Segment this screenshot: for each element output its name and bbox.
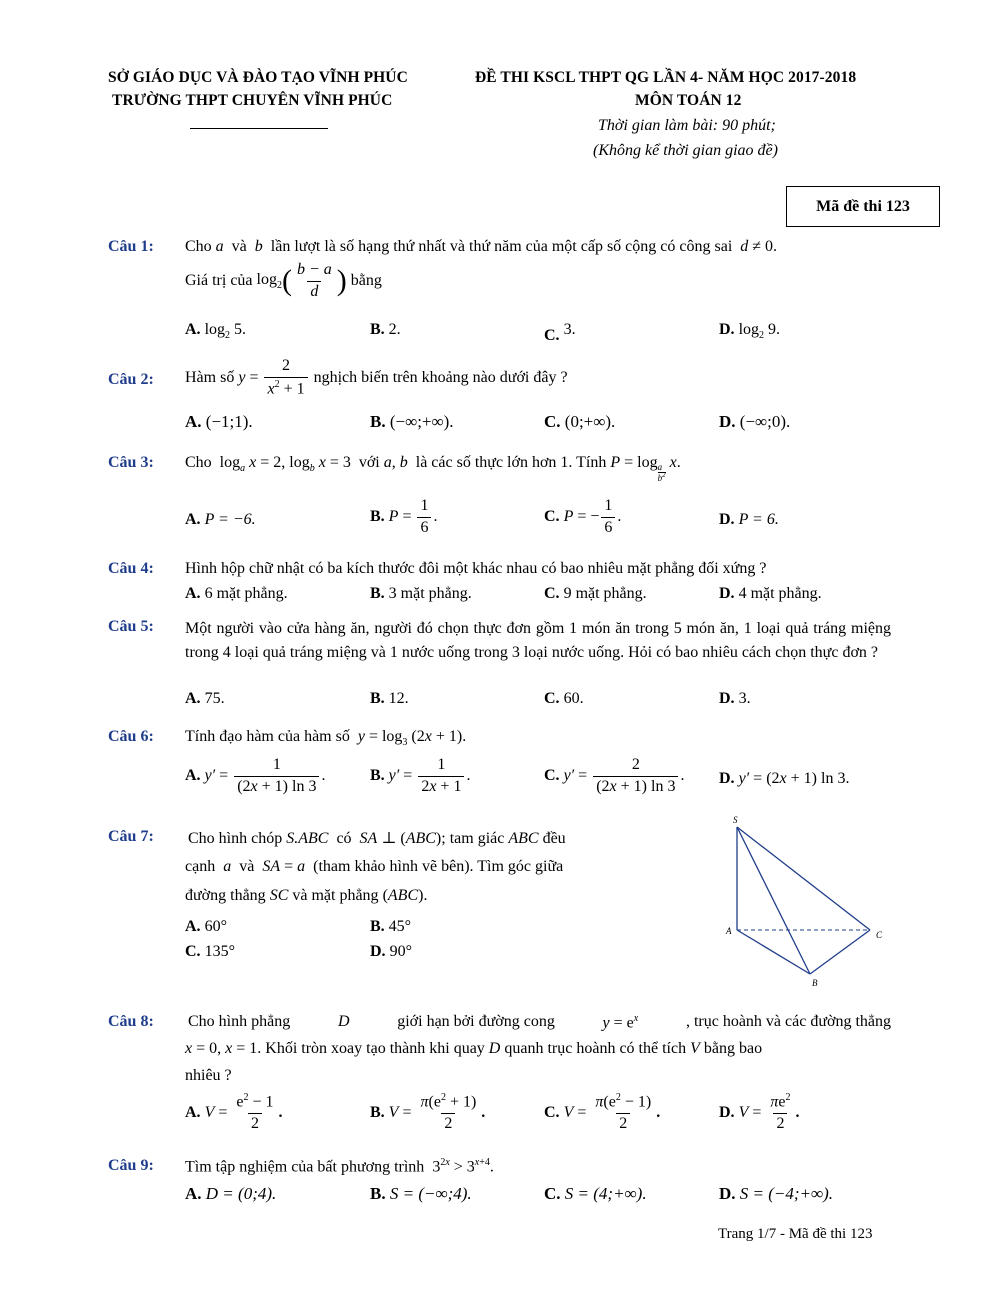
exam-code-box: Mã đề thi 123: [786, 186, 940, 227]
question-1-label: Câu 1:: [108, 238, 154, 255]
question-9-label: Câu 9:: [108, 1157, 154, 1174]
q9-option-a[interactable]: A. D = (0;4).: [185, 1184, 277, 1203]
q6-option-b[interactable]: B. y′ = $\frac{1}{2x + 1}$ .: [370, 756, 471, 795]
question-1-line2: Giá trị của $\log_2$ ( $\frac{b - a}{d}$ ) bằng: [185, 261, 382, 300]
page-footer: Trang 1/7 - Mã đề thi 123: [718, 1226, 873, 1242]
question-4-label: Câu 4:: [108, 560, 154, 577]
question-3-label: Câu 3:: [108, 454, 154, 471]
department-name: SỞ GIÁO DỤC VÀ ĐÀO TẠO VĨNH PHÚC: [108, 69, 408, 86]
q7-option-a[interactable]: A. 60°: [185, 918, 227, 935]
q5-option-b[interactable]: B. 12.: [370, 690, 409, 707]
question-7-label: Câu 7:: [108, 828, 154, 845]
question-4-stem: Hình hộp chữ nhật có ba kích thước đôi một khác nhau có bao nhiêu mặt phẳng đối xứng ?: [185, 560, 767, 577]
question-8-line3: nhiêu ?: [185, 1067, 232, 1084]
question-8-line1: Cho hình phẳng D giới hạn bởi đường cong $y = e^x$ , trục hoành và các đường thẳng: [188, 1013, 891, 1032]
question-5-stem: Một người vào cửa hàng ăn, người đó chọn thực đơn gồm 1 món ăn trong 5 món ăn, 1 loại quả tráng miệng trong 4 loại quả tráng miệng và 1 nước uống trong 3 loại nước uống. Hỏi có bao nhiêu cách chọn thực đơn ?: [185, 620, 891, 661]
q2-option-d[interactable]: D. (−∞;0).: [719, 412, 791, 431]
q5-option-c[interactable]: C. 60.: [544, 690, 584, 707]
q2-option-b[interactable]: B. (−∞;+∞).: [370, 412, 454, 431]
question-6-stem: Tính đạo hàm của hàm số $y = \log_3 (2x + 1)$.: [185, 728, 467, 749]
question-7-line2: cạnh a và SA = a (tham khảo hình vẽ bên). Tìm góc giữa: [185, 858, 564, 875]
q1-option-b[interactable]: B. 2.: [370, 321, 401, 338]
q8-option-c[interactable]: C. V = $\frac{\pi(e^2 - 1)}{2}$ .: [544, 1092, 661, 1133]
q1-option-c[interactable]: C. 3.: [544, 321, 576, 344]
question-8-line2: x = 0, x = 1. Khối tròn xoay tạo thành khi quay D quanh trục hoành có thể tích V bằng bao: [185, 1040, 763, 1057]
q6-option-c[interactable]: C. y′ = $\frac{2}{(2x + 1) \ln 3}$ .: [544, 756, 685, 795]
q6-option-a[interactable]: A. y′ = $\frac{1}{(2x + 1) \ln 3}$ .: [185, 756, 326, 795]
q7-option-c[interactable]: C. 135°: [185, 943, 235, 960]
q5-option-a[interactable]: A. 75.: [185, 690, 225, 707]
school-name: TRƯỜNG THPT CHUYÊN VĨNH PHÚC: [112, 92, 393, 109]
question-7-line3: đường thẳng SC và mặt phẳng (ABC).: [185, 887, 428, 904]
q5-option-d[interactable]: D. 3.: [719, 690, 751, 707]
vertex-a-label: A: [726, 926, 732, 936]
header-divider: [190, 128, 328, 129]
q7-option-d[interactable]: D. 90°: [370, 943, 412, 960]
exam-note: (Không kể thời gian giao đề): [593, 142, 778, 159]
q9-option-b[interactable]: B. S = (−∞;4).: [370, 1184, 472, 1203]
edge-sc: [737, 827, 870, 930]
q4-option-c[interactable]: C. 9 mặt phẳng.: [544, 585, 647, 602]
q8-option-b[interactable]: B. V = $\frac{\pi(e^2 + 1)}{2}$ .: [370, 1092, 486, 1133]
question-5-label: Câu 5:: [108, 618, 154, 635]
q3-option-b[interactable]: B. P = $\frac{1}{6}$ .: [370, 497, 438, 536]
question-9-stem: Tìm tập nghiệm của bất phương trình $3^{2x} > 3^{x+4}$.: [185, 1157, 494, 1176]
vertex-s-label: S: [733, 815, 738, 825]
question-6-label: Câu 6:: [108, 728, 154, 745]
q3-option-d[interactable]: D. P = 6.: [719, 511, 779, 528]
pyramid-figure: [720, 812, 890, 992]
q8-option-d[interactable]: D. V = $\frac{\pi e^2}{2}$ .: [719, 1092, 800, 1133]
question-2-label: Câu 2:: [108, 371, 154, 388]
question-3-stem: Cho $\log_a x = 2$, $\log_b x = 3$ với a, b là các số thực lớn hơn 1. Tính $P = \log\frac{a}{b^2} x$.: [185, 454, 681, 483]
q2-option-a[interactable]: A. (−1;1).: [185, 412, 253, 431]
q1-option-d[interactable]: D. $\log_2 9$.: [719, 321, 781, 342]
q7-option-b[interactable]: B. 45°: [370, 918, 412, 935]
q8-option-a[interactable]: A. V = $\frac{e^2 - 1}{2}$ .: [185, 1092, 283, 1133]
vertex-c-label: C: [876, 930, 883, 940]
q4-option-b[interactable]: B. 3 mặt phẳng.: [370, 585, 472, 602]
edge-bc: [810, 930, 870, 974]
q3-option-a[interactable]: A. P = −6.: [185, 511, 256, 528]
subject-title: MÔN TOÁN 12: [635, 92, 742, 109]
vertex-b-label: B: [812, 978, 818, 988]
exam-title: ĐỀ THI KSCL THPT QG LẦN 4- NĂM HỌC 2017-2018: [475, 69, 857, 86]
q3-option-c[interactable]: C. P = − $\frac{1}{6}$ .: [544, 497, 622, 536]
q2-option-c[interactable]: C. (0;+∞).: [544, 412, 616, 431]
exam-time: Thời gian làm bài: 90 phút;: [598, 117, 776, 134]
q6-option-d[interactable]: D. y′ = (2x + 1) ln 3.: [719, 770, 850, 787]
q4-option-a[interactable]: A. 6 mặt phẳng.: [185, 585, 288, 602]
question-1-line1: Cho a và b lần lượt là số hạng thứ nhất và thứ năm của một cấp số cộng có công sai d ≠ 0.: [185, 238, 778, 255]
q4-option-d[interactable]: D. 4 mặt phẳng.: [719, 585, 822, 602]
question-8-label: Câu 8:: [108, 1013, 154, 1030]
question-7-line1: Cho hình chóp S.ABC có SA ⊥ (ABC); tam giác ABC đều: [188, 830, 566, 847]
q9-option-d[interactable]: D. S = (−4;+∞).: [719, 1184, 834, 1203]
question-2-stem: Hàm số y = $\frac{2}{x^2 + 1}$ nghịch biến trên khoảng nào dưới đây ?: [185, 357, 568, 398]
q1-option-a[interactable]: A. $\log_2 5$.: [185, 321, 247, 342]
q9-option-c[interactable]: C. S = (4;+∞).: [544, 1184, 647, 1203]
